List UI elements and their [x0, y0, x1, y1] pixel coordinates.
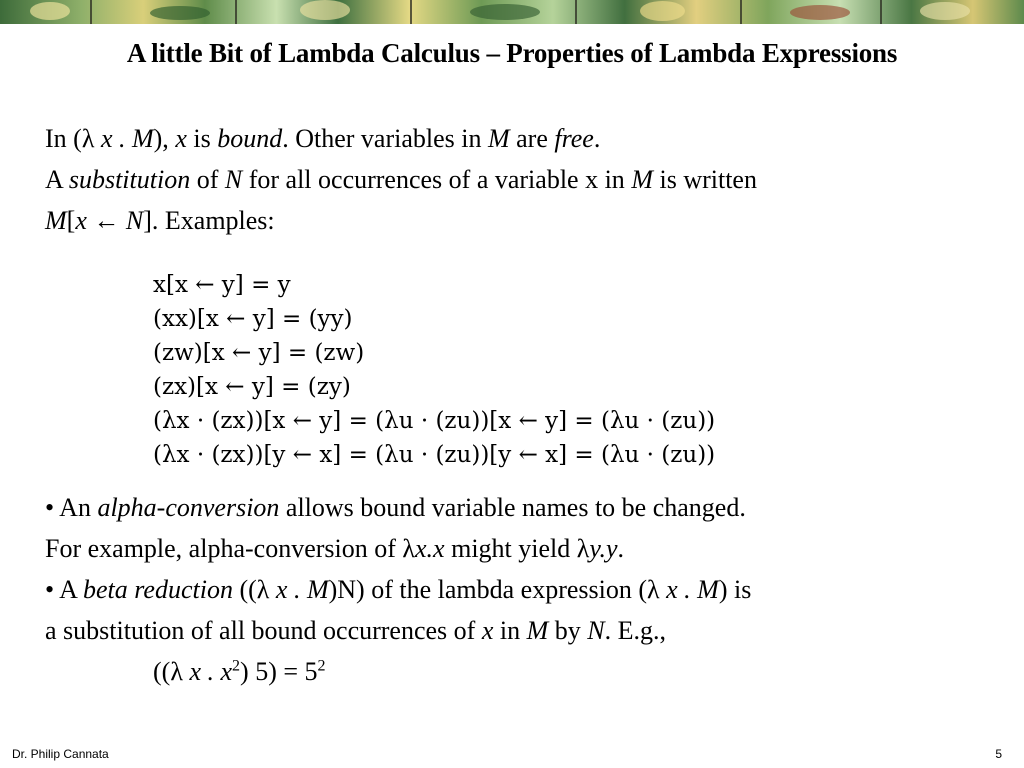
example-line: x[x ← y] = y [153, 272, 291, 298]
left-arrow-icon: ← [93, 206, 120, 235]
footer-author: Dr. Philip Cannata [12, 747, 109, 761]
definitions-paragraph [45, 118, 757, 241]
substitution-examples [153, 268, 715, 472]
example-line: (zw)[x ← y] = (zw) [153, 340, 365, 366]
substitution-line: A substitution of N for all occurrences of a variable x in M is written [45, 165, 757, 194]
beta-reduction-example: ((λ x . $x^2$) $5) = 5^2$ [153, 657, 326, 686]
example-line: (xx)[x ← y] = (yy) [153, 306, 353, 332]
page-number: 5 [995, 747, 1002, 761]
example-line: (λx · (zx))[x ← y] = (λu · (zu))[x ← y] = (λu · (zu)) [153, 408, 716, 434]
conversion-paragraph [45, 487, 751, 692]
beta-reduction-bullet: • A beta reduction ((λ x . M)N) of the lambda expression (λ x . M) is [45, 575, 752, 604]
lambda-symbol: λ [81, 124, 95, 153]
beta-reduction-description: a substitution of all bound occurrences of x in M by N. E.g., [45, 616, 667, 645]
stained-glass-banner [0, 0, 1024, 24]
slide-title: A little Bit of Lambda Calculus – Properties of Lambda Expressions [126, 38, 898, 68]
alpha-conversion-bullet: • An alpha-conversion allows bound variable names to be changed. [45, 493, 746, 522]
bound-free-line: In (λ x . M), x is bound. Other variables in M are free. [45, 124, 601, 153]
example-line: (λx · (zx))[y ← x] = (λu · (zu))[y ← x] = (λu · (zu)) [153, 442, 716, 468]
substitution-notation-line: M[x ← N]. Examples: [45, 206, 275, 235]
alpha-conversion-example: For example, alpha-conversion of λx.x might yield λy.y. [45, 534, 625, 563]
example-line: (zx)[x ← y] = (zy) [153, 374, 351, 400]
